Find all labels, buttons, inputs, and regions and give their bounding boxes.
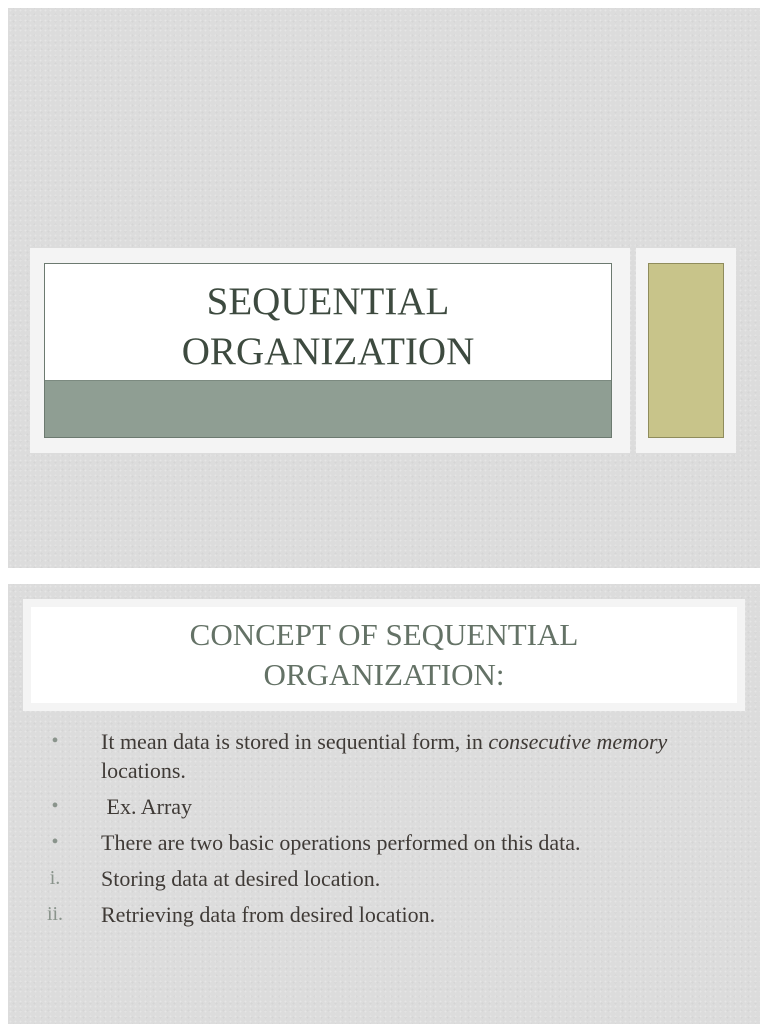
content-slide: [8, 584, 760, 1024]
accent-block: [648, 263, 724, 438]
list-item-text: Ex. Array: [101, 794, 193, 819]
list-item-text: [82, 727, 728, 785]
header-card: [23, 599, 745, 711]
list-item-text: Retrieving data from desired location.: [101, 902, 436, 927]
list-item: [28, 727, 728, 785]
accent-card-frame: [636, 248, 736, 453]
title-slide: [8, 8, 760, 568]
list-item: [28, 828, 728, 857]
emphasis-text: consecutive memory: [488, 729, 668, 754]
slide-heading: CONCEPT OF SEQUENTIAL ORGANIZATION:: [189, 617, 579, 692]
list-item-text: There are two basic operations performed on this data.: [101, 830, 581, 855]
list-item: [28, 792, 728, 821]
header-inner: [31, 607, 737, 703]
title-card: [44, 263, 612, 438]
bullet-marker: •: [51, 831, 59, 853]
roman-marker: ii.: [46, 903, 64, 925]
bullet-list: [28, 727, 728, 936]
roman-marker: i.: [49, 867, 61, 889]
title-card-frame: [30, 248, 630, 453]
bullet-marker: •: [51, 795, 59, 817]
list-item: [28, 900, 728, 929]
title-band: [45, 380, 611, 437]
list-item-text: Storing data at desired location.: [101, 866, 381, 891]
slide-title: SEQUENTIAL ORGANIZATION: [181, 280, 475, 373]
bullet-marker: •: [51, 730, 59, 752]
text-segment: It mean data is stored in sequential form, in: [101, 729, 489, 754]
list-item: [28, 864, 728, 893]
text-segment: locations.: [101, 758, 186, 783]
